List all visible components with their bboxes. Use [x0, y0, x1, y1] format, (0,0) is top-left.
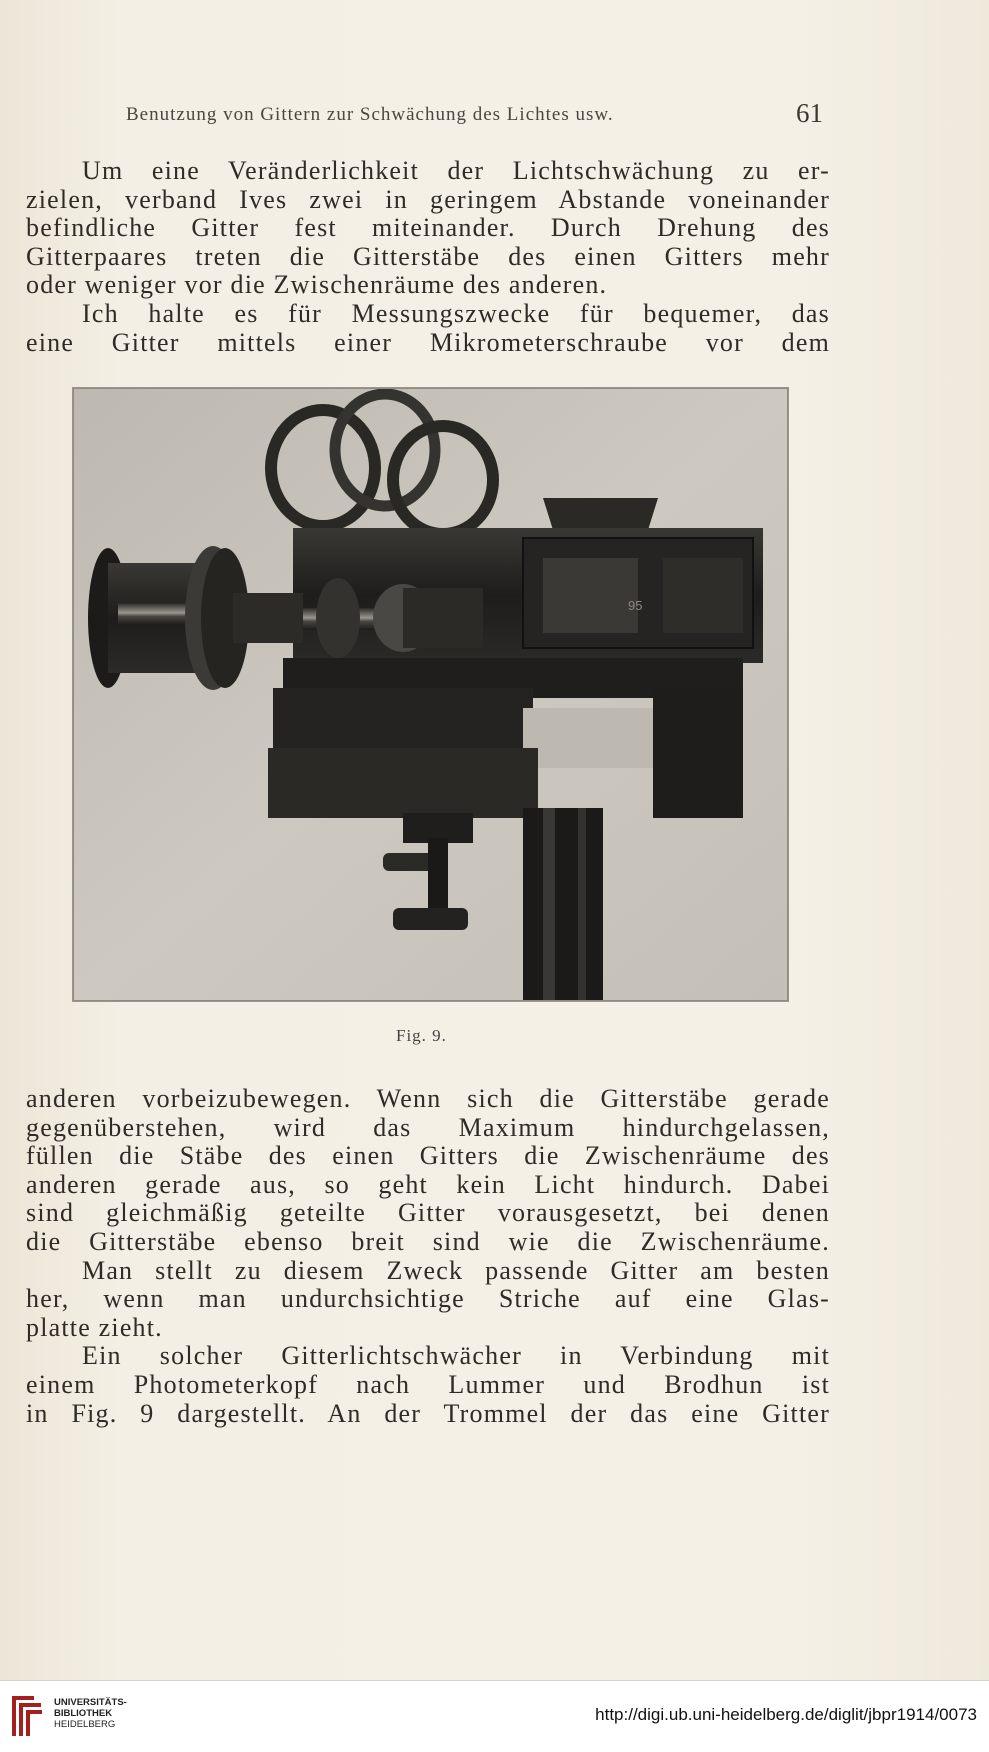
figure-caption: Fig. 9.	[396, 1026, 447, 1045]
text-line: her, wenn man undurchsichtige Striche auf eine Glas-	[26, 1285, 830, 1314]
running-head: Benutzung von Gittern zur Schwächung des Lichtes usw.	[126, 104, 614, 125]
text-block-bottom	[26, 1085, 830, 1428]
text-line: platte zieht.	[26, 1313, 163, 1342]
text-line: einem Photometerkopf nach Lummer und Brodhun ist	[26, 1370, 830, 1399]
text-line: die Gitterstäbe ebenso breit sind wie die Zwischenräume.	[26, 1227, 830, 1256]
text-line: Ein solcher Gitterlichtschwächer in Verbindung mit	[82, 1342, 830, 1371]
page-number: 61	[796, 98, 823, 128]
source-url-link[interactable]: http://digi.ub.uni-heidelberg.de/diglit/jbpr1914/0073	[595, 1705, 977, 1724]
text-line: oder weniger vor die Zwischenräume des anderen.	[26, 271, 608, 300]
text-line: gegenüberstehen, wird das Maximum hindurchgelassen,	[26, 1113, 830, 1142]
text-line: Um eine Veränderlichkeit der Lichtschwächung zu er-	[82, 157, 830, 185]
text-line: füllen die Stäbe des einen Gitters die Zwischenräume des	[26, 1142, 830, 1171]
text-line: eine Gitter mittels einer Mikrometerschraube vor dem	[26, 328, 830, 357]
text-line: Ich halte es für Messungszwecke für bequemer, das	[82, 299, 830, 328]
text-line: sind gleichmäßig geteilte Gitter vorausgesetzt, bei denen	[26, 1199, 830, 1228]
text-line: in Fig. 9 dargestellt. An der Trommel der das eine Gitter	[26, 1399, 830, 1428]
library-name-line-2: BIBLIOTHEK	[54, 1708, 113, 1719]
library-name-line-3: HEIDELBERG	[54, 1719, 116, 1730]
text-line: Gitterpaares treten die Gitterstäbe des einen Gitters mehr	[26, 242, 830, 271]
library-name-line-1: UNIVERSITÄTS-	[54, 1697, 127, 1708]
scale-label: 95	[628, 598, 643, 613]
text-line: zielen, verband Ives zwei in geringem Abstande voneinander	[26, 185, 830, 214]
figure-photograph	[72, 387, 789, 1002]
library-name	[54, 1697, 174, 1730]
text-line: anderen gerade aus, so geht kein Licht hindurch. Dabei	[26, 1170, 830, 1199]
text-line: Man stellt zu diesem Zweck passende Gitter am besten	[82, 1256, 830, 1285]
text-line: anderen vorbeizubewegen. Wenn sich die Gitterstäbe gerade	[26, 1085, 830, 1113]
photometer-apparatus-image	[73, 388, 788, 1001]
text-block-top	[26, 157, 830, 357]
library-logo-icon[interactable]	[10, 1690, 46, 1740]
text-line: befindliche Gitter fest miteinander. Durch Drehung des	[26, 214, 830, 243]
